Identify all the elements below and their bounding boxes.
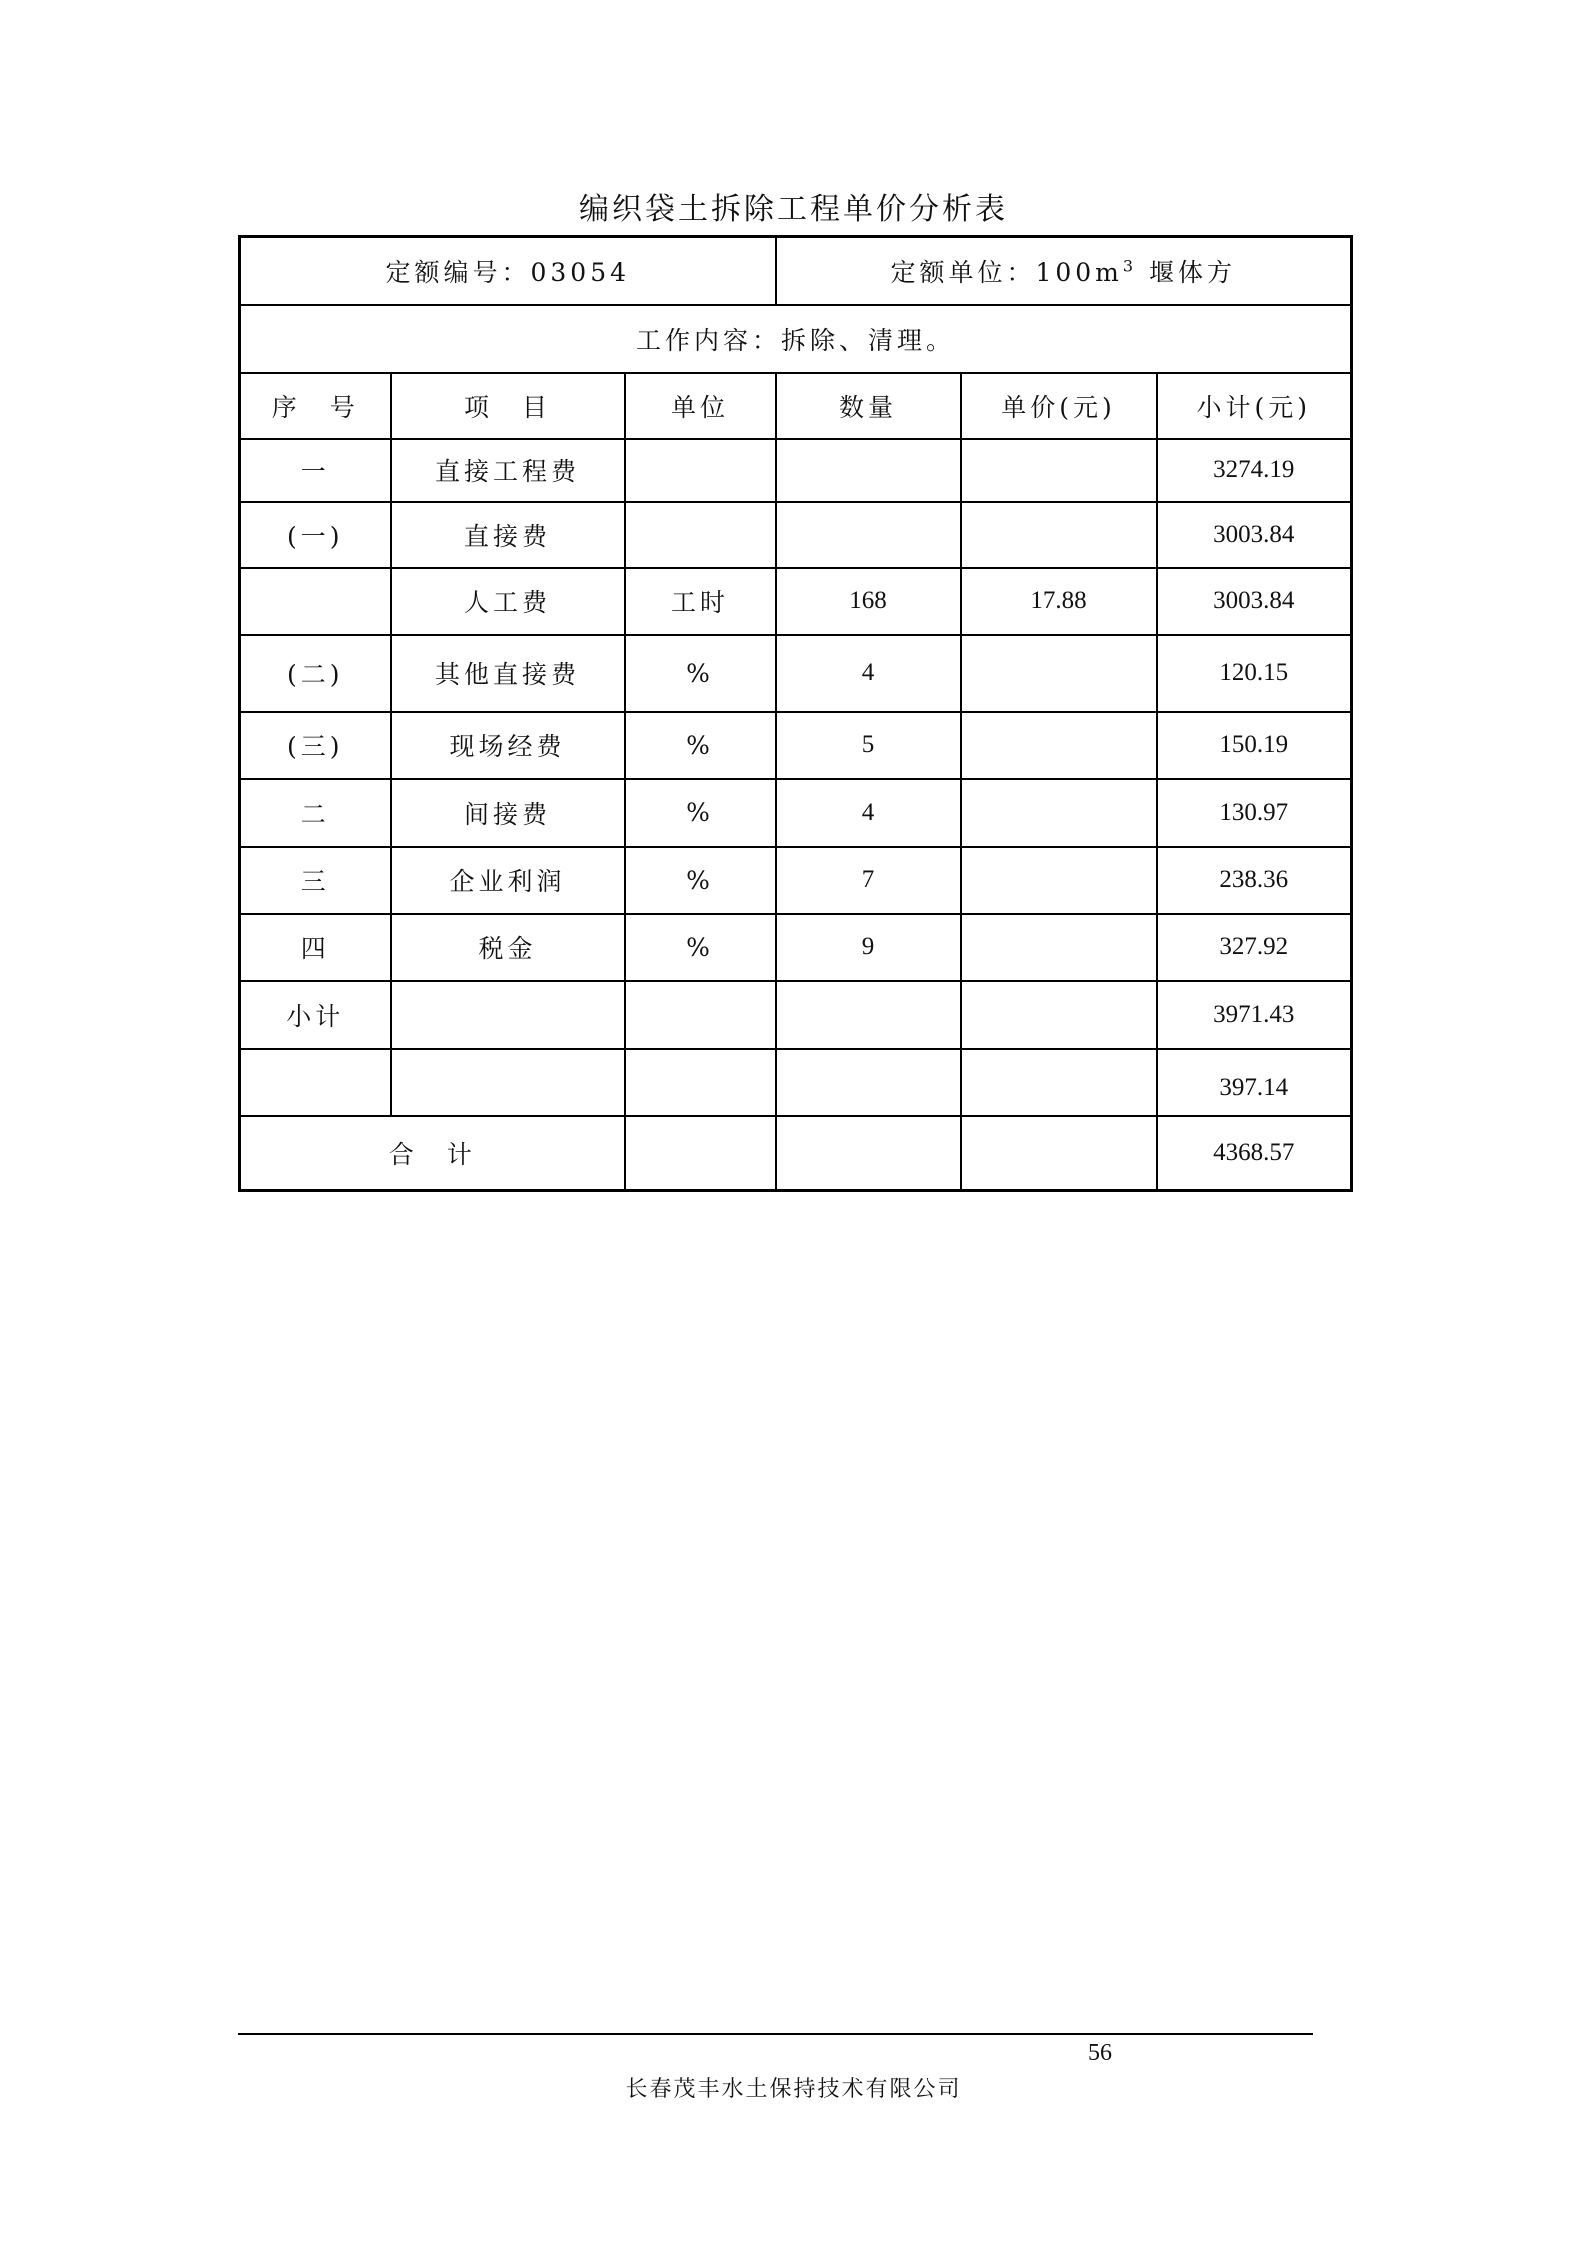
cell-price (961, 712, 1157, 779)
cell-qty: 4 (776, 779, 961, 847)
table-row (240, 502, 1352, 568)
cell-no: (二) (240, 635, 391, 712)
header-row (240, 373, 1352, 439)
cell-qty (776, 502, 961, 568)
header-price: 单价(元) (961, 373, 1157, 439)
cell-qty (776, 1049, 961, 1116)
table-row (240, 712, 1352, 779)
cell-unit: % (625, 914, 776, 981)
quota-row (240, 237, 1352, 305)
total-label: 合 计 (240, 1116, 625, 1191)
cell-no: 一 (240, 439, 391, 502)
cell-no: 四 (240, 914, 391, 981)
cell-no: 三 (240, 847, 391, 914)
table-row (240, 981, 1352, 1049)
cell-price (961, 1116, 1157, 1191)
table-row (240, 1049, 1352, 1116)
cell-unit (625, 981, 776, 1049)
cell-item (391, 1049, 625, 1116)
header-unit: 单位 (625, 373, 776, 439)
cell-item: 其他直接费 (391, 635, 625, 712)
cell-item: 直接工程费 (391, 439, 625, 502)
cell-no: (一) (240, 502, 391, 568)
cell-no (240, 1049, 391, 1116)
cell-qty (776, 439, 961, 502)
cell-qty: 168 (776, 568, 961, 635)
quota-unit: 定额单位：$100m^3$ 堰体方 (776, 237, 1352, 305)
cell-qty: 5 (776, 712, 961, 779)
table-row (240, 439, 1352, 502)
company-name: 长春茂丰水土保持技术有限公司 (625, 2077, 962, 2102)
cell-qty (776, 1116, 961, 1191)
quota-number: 定额编号：03054 (240, 237, 776, 305)
cell-price (961, 847, 1157, 914)
cell-qty (776, 981, 961, 1049)
total-row (240, 1116, 1352, 1191)
cell-item: 人工费 (391, 568, 625, 635)
cell-no: 二 (240, 779, 391, 847)
cell-subtotal: 3003.84 (1157, 568, 1352, 635)
cell-unit (625, 1116, 776, 1191)
cell-price (961, 502, 1157, 568)
header-item: 项 目 (391, 373, 625, 439)
cell-no: 小计 (240, 981, 391, 1049)
cell-unit: % (625, 712, 776, 779)
cell-price: 17.88 (961, 568, 1157, 635)
cell-unit: % (625, 847, 776, 914)
cell-item: 税金 (391, 914, 625, 981)
cell-no (240, 568, 391, 635)
cell-item: 企业利润 (391, 847, 625, 914)
cell-price (961, 1049, 1157, 1116)
cell-subtotal: 397.14 (1157, 1049, 1352, 1116)
cell-unit (625, 502, 776, 568)
cell-subtotal: 150.19 (1157, 712, 1352, 779)
cell-qty: 4 (776, 635, 961, 712)
cell-qty: 9 (776, 914, 961, 981)
header-subtotal: 小计(元) (1157, 373, 1352, 439)
cell-item: 间接费 (391, 779, 625, 847)
cell-subtotal: 238.36 (1157, 847, 1352, 914)
unit-price-analysis-table (238, 235, 1353, 1192)
page-number: 56 (1088, 2040, 1112, 2066)
work-content: 工作内容：拆除、清理。 (240, 305, 1352, 373)
header-no: 序 号 (240, 373, 391, 439)
cell-subtotal: 120.15 (1157, 635, 1352, 712)
cell-subtotal: 130.97 (1157, 779, 1352, 847)
table-row (240, 847, 1352, 914)
table-row (240, 568, 1352, 635)
cell-unit: % (625, 635, 776, 712)
cell-subtotal: 3003.84 (1157, 502, 1352, 568)
cell-unit (625, 439, 776, 502)
cell-item (391, 981, 625, 1049)
header-qty: 数量 (776, 373, 961, 439)
table-row (240, 635, 1352, 712)
cell-unit (625, 1049, 776, 1116)
cell-qty: 7 (776, 847, 961, 914)
table-row (240, 914, 1352, 981)
cell-price (961, 981, 1157, 1049)
table-row (240, 779, 1352, 847)
cell-unit: % (625, 779, 776, 847)
cell-subtotal: 3274.19 (1157, 439, 1352, 502)
cell-price (961, 439, 1157, 502)
document-title: 编织袋土拆除工程单价分析表 (579, 192, 1008, 227)
cell-no: (三) (240, 712, 391, 779)
cell-item: 现场经费 (391, 712, 625, 779)
cell-price (961, 635, 1157, 712)
cell-unit: 工时 (625, 568, 776, 635)
cell-price (961, 914, 1157, 981)
footer-divider (238, 2033, 1313, 2035)
cell-subtotal: 3971.43 (1157, 981, 1352, 1049)
total-subtotal: 4368.57 (1157, 1116, 1352, 1191)
cell-item: 直接费 (391, 502, 625, 568)
work-content-row (240, 305, 1352, 373)
cell-price (961, 779, 1157, 847)
cell-subtotal: 327.92 (1157, 914, 1352, 981)
